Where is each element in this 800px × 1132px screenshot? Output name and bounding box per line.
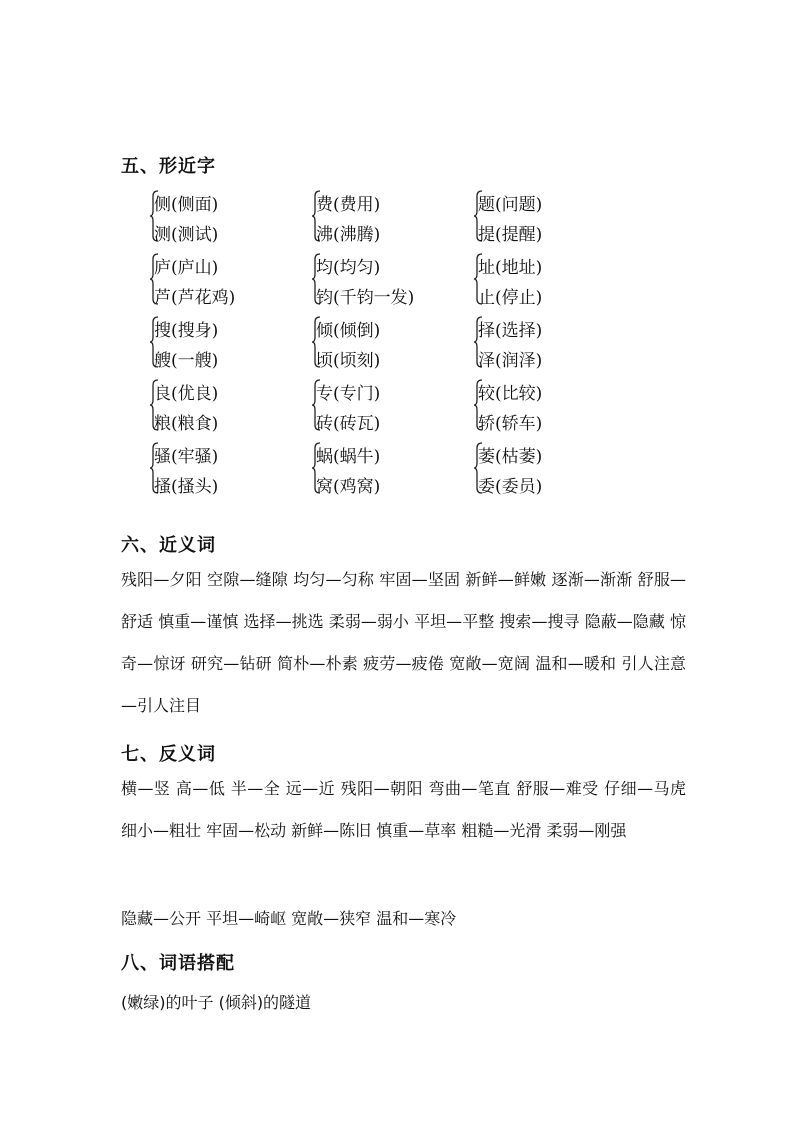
char-pair <box>312 188 472 248</box>
char-pair <box>312 377 472 437</box>
char-word: 择(选择) <box>478 321 543 341</box>
char-word: 止(停止) <box>478 288 543 308</box>
char-word: 艘(一艘) <box>154 351 219 371</box>
section-title-collocations: 八、词语搭配 <box>121 953 235 974</box>
char-pair <box>150 251 310 311</box>
char-pair <box>474 440 634 500</box>
char-word: 粮(粮食) <box>154 414 219 434</box>
char-pair <box>474 377 634 437</box>
char-pair <box>474 314 634 374</box>
char-pair <box>150 440 310 500</box>
char-pair <box>312 251 472 311</box>
char-word: 测(测试) <box>154 225 219 245</box>
char-word: 址(地址) <box>478 258 543 278</box>
char-word: 题(问题) <box>478 195 543 215</box>
char-word: 良(优良) <box>154 384 219 404</box>
char-word: 委(委员) <box>478 477 543 497</box>
section-title-synonyms: 六、近义词 <box>121 535 216 556</box>
char-word: 钧(千钧一发) <box>316 288 415 308</box>
char-word: 搜(搜身) <box>154 321 219 341</box>
char-row <box>150 314 590 377</box>
char-pair <box>150 377 310 437</box>
char-word: 庐(庐山) <box>154 258 219 278</box>
antonyms-line-2: 隐藏—公开 平坦—崎岖 宽敞—狭窄 温和—寒冷 <box>121 909 457 928</box>
char-word: 泽(润泽) <box>478 351 543 371</box>
char-word: 萎(枯萎) <box>478 447 543 467</box>
char-pair <box>150 188 310 248</box>
char-word: 提(提醒) <box>478 225 543 245</box>
char-row <box>150 377 590 440</box>
synonyms-paragraph: 残阳—夕阳 空隙—缝隙 均匀—匀称 牢固—坚固 新鲜—鲜嫩 逐渐—渐渐 舒服—舒适 慎重—谨慎 选择—挑选 柔弱—弱小 平坦—平整 搜索—搜寻 隐蔽—隐藏 惊奇—惊讶 研究—钻研 简朴—朴素 疲劳—疲倦 宽敞—宽阔 温和—暖和 引人注意—引人注目 <box>121 570 686 715</box>
char-word: 顷(顷刻) <box>316 351 381 371</box>
char-word: 专(专门) <box>316 384 381 404</box>
char-pair <box>312 440 472 500</box>
char-word: 窝(鸡窝) <box>316 477 381 497</box>
char-word: 轿(轿车) <box>478 414 543 434</box>
char-word: 沸(沸腾) <box>316 225 381 245</box>
char-row <box>150 188 590 251</box>
char-word: 侧(侧面) <box>154 195 219 215</box>
collocations-line: (嫩绿)的叶子 (倾斜)的隧道 <box>121 993 312 1012</box>
char-word: 费(费用) <box>316 195 381 215</box>
char-pair <box>150 314 310 374</box>
char-word: 芦(芦花鸡) <box>154 288 236 308</box>
section-title-similar-chars: 五、形近字 <box>121 156 216 177</box>
char-row <box>150 251 590 314</box>
char-word: 骚(牢骚) <box>154 447 219 467</box>
similar-chars-grid <box>150 188 590 503</box>
char-word: 搔(搔头) <box>154 477 219 497</box>
antonyms-paragraph: 横—竖 高—低 半—全 远—近 残阳—朝阳 弯曲—笔直 舒服—难受 仔细—马虎 细小—粗壮 牢固—松动 新鲜—陈旧 慎重—草率 粗糙—光滑 柔弱—刚强 <box>121 779 686 840</box>
char-pair <box>474 251 634 311</box>
char-pair <box>474 188 634 248</box>
char-row <box>150 440 590 503</box>
char-pair <box>312 314 472 374</box>
section-title-antonyms: 七、反义词 <box>121 744 216 765</box>
char-word: 砖(砖瓦) <box>316 414 381 434</box>
char-word: 较(比较) <box>478 384 543 404</box>
char-word: 倾(倾倒) <box>316 321 381 341</box>
char-word: 蜗(蜗牛) <box>316 447 381 467</box>
char-word: 均(均匀) <box>316 258 381 278</box>
